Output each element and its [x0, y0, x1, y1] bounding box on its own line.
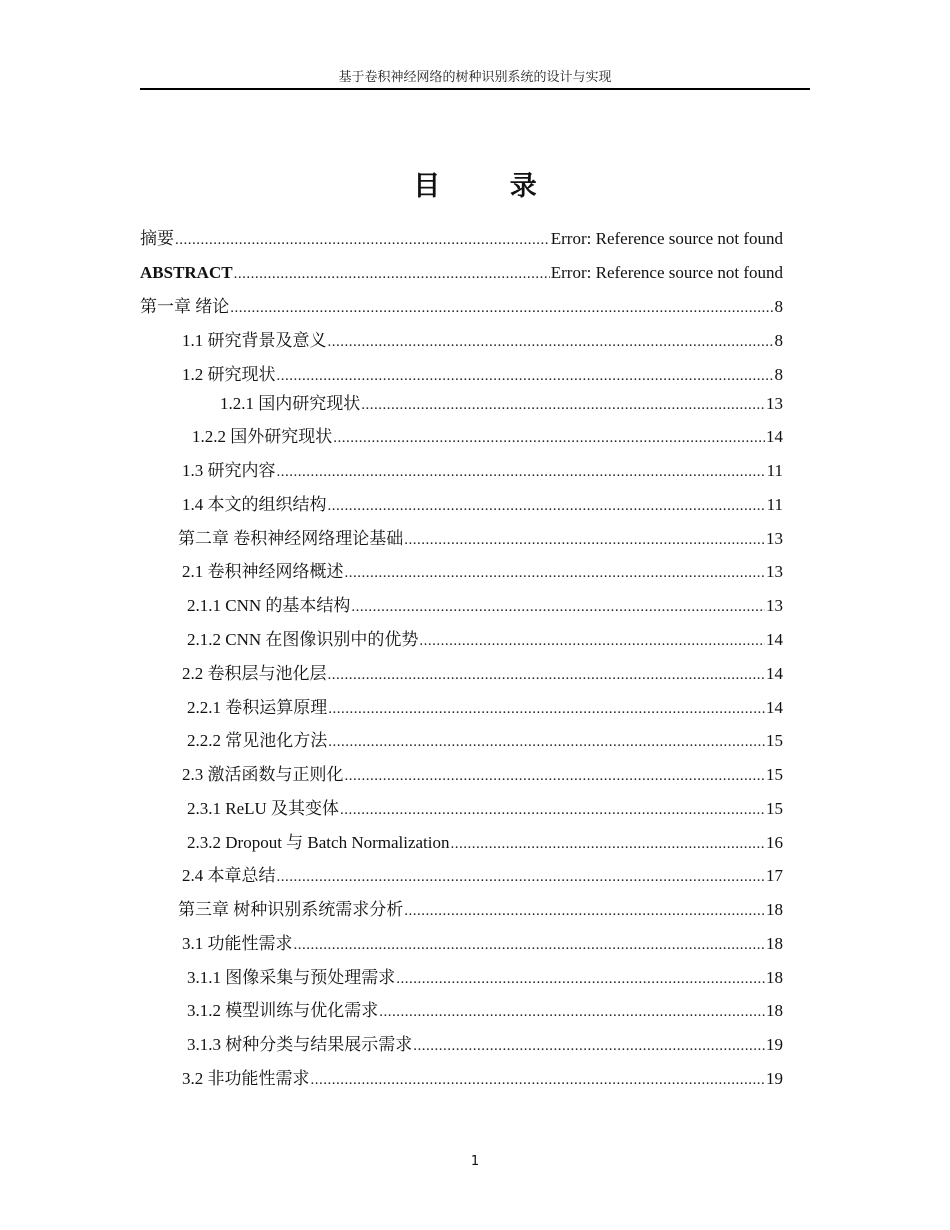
toc-entry-label: 2.1 卷积神经网络概述 — [182, 562, 344, 581]
toc-entry[interactable] — [182, 461, 783, 482]
toc-leader-dots — [361, 395, 765, 415]
toc-entry-label: 3.1.3 树种分类与结果展示需求 — [187, 1035, 413, 1054]
toc-entry-label: 1.2 研究现状 — [182, 365, 276, 384]
toc-leader-dots — [340, 800, 765, 820]
toc-entry-label: ABSTRACT — [140, 263, 233, 282]
toc-entry-label: 3.2 非功能性需求 — [182, 1069, 310, 1088]
toc-entry[interactable] — [182, 866, 783, 887]
toc-entry-page: 15 — [766, 731, 783, 750]
toc-entry-label: 2.3 激活函数与正则化 — [182, 765, 344, 784]
toc-entry[interactable] — [182, 365, 783, 386]
toc-leader-dots — [404, 901, 765, 921]
toc-entry-page: 8 — [774, 297, 783, 316]
toc-entry[interactable] — [187, 799, 783, 820]
toc-entry-label: 2.3.1 ReLU 及其变体 — [187, 799, 340, 818]
toc-entry-label: 2.3.2 Dropout 与 Batch Normalization — [187, 833, 450, 852]
toc-leader-dots — [404, 530, 765, 550]
toc-leader-dots — [396, 969, 765, 989]
toc-entry[interactable] — [182, 562, 783, 583]
toc-leader-dots — [351, 597, 765, 617]
toc-leader-dots — [230, 298, 773, 318]
toc-leader-dots — [328, 732, 765, 752]
toc-entry[interactable] — [182, 664, 783, 685]
toc-entry-label: 2.2.1 卷积运算原理 — [187, 698, 328, 717]
toc-leader-dots — [345, 563, 766, 583]
toc-entry-label: 摘要 — [140, 229, 174, 248]
toc-entry-label: 1.1 研究背景及意义 — [182, 331, 327, 350]
toc-entry-page: 15 — [766, 799, 783, 818]
toc-leader-dots — [333, 428, 765, 448]
toc-entry-label: 3.1.2 模型训练与优化需求 — [187, 1001, 379, 1020]
toc-entry[interactable] — [187, 731, 783, 752]
toc-leader-dots — [328, 496, 766, 516]
toc-entry-page: 18 — [766, 1001, 783, 1020]
toc-entry-page: 13 — [766, 562, 783, 581]
toc-entry-page: 19 — [766, 1035, 783, 1054]
toc-entry-page: 18 — [766, 900, 783, 919]
toc-entry[interactable] — [192, 427, 783, 448]
toc-entry-label: 1.3 研究内容 — [182, 461, 276, 480]
toc-leader-dots — [328, 332, 774, 352]
toc-leader-dots — [328, 699, 765, 719]
toc-entry[interactable] — [140, 229, 783, 250]
toc-entry[interactable] — [182, 495, 783, 516]
toc-entry[interactable] — [187, 698, 783, 719]
toc-entry-label: 1.2.2 国外研究现状 — [192, 427, 333, 446]
toc-entry-label: 2.2 卷积层与池化层 — [182, 664, 327, 683]
toc-entry-label: 第一章 绪论 — [140, 297, 230, 316]
toc-leader-dots — [379, 1002, 765, 1022]
toc-leader-dots — [328, 665, 766, 685]
toc-entry-page: 19 — [766, 1069, 783, 1088]
toc-entry[interactable] — [178, 529, 783, 550]
toc-entry-page: 16 — [766, 833, 783, 852]
toc-entry-page: 14 — [766, 664, 783, 683]
toc-leader-dots — [234, 264, 550, 284]
toc-entry-page: 11 — [766, 495, 783, 514]
toc-entry[interactable] — [187, 630, 783, 651]
toc-leader-dots — [345, 766, 766, 786]
toc-entry-page: 15 — [766, 765, 783, 784]
toc-entry-label: 第三章 树种识别系统需求分析 — [178, 900, 404, 919]
toc-entry[interactable] — [182, 765, 783, 786]
toc-entry[interactable] — [182, 331, 783, 352]
toc-entry-page: 11 — [766, 461, 783, 480]
toc-entry-page: 8 — [774, 331, 783, 350]
toc-entry-page: 14 — [766, 427, 783, 446]
toc-entry-page: Error: Reference source not found — [550, 229, 783, 248]
toc-entry[interactable] — [187, 1035, 783, 1056]
toc-title: 目 录 — [413, 171, 567, 202]
toc-entry-label: 2.1.2 CNN 在图像识别中的优势 — [187, 630, 419, 649]
toc-leader-dots — [413, 1036, 765, 1056]
toc-entry[interactable] — [182, 934, 783, 955]
toc-entry-page: 18 — [766, 968, 783, 987]
toc-entry-page: 13 — [766, 529, 783, 548]
toc-entry-label: 3.1 功能性需求 — [182, 934, 293, 953]
toc-entry[interactable] — [140, 263, 783, 284]
toc-leader-dots — [451, 834, 765, 854]
toc-entry-page: 18 — [766, 934, 783, 953]
toc-entry-page: 13 — [766, 596, 783, 615]
toc-entry-page: 13 — [766, 394, 783, 413]
toc-entry-label: 2.1.1 CNN 的基本结构 — [187, 596, 351, 615]
page-number: 1 — [470, 1154, 480, 1169]
toc-leader-dots — [311, 1070, 766, 1090]
toc-entry[interactable] — [182, 1069, 783, 1090]
toc-entry-label: 2.4 本章总结 — [182, 866, 276, 885]
toc-entry[interactable] — [187, 596, 783, 617]
toc-entry[interactable] — [187, 1001, 783, 1022]
toc-leader-dots — [294, 935, 766, 955]
toc-leader-dots — [277, 867, 766, 887]
toc-entry[interactable] — [140, 297, 783, 318]
toc-entry-page: 14 — [766, 698, 783, 717]
running-header: 基于卷积神经网络的树种识别系统的设计与实现 — [338, 70, 612, 85]
toc-entry-page: Error: Reference source not found — [550, 263, 783, 282]
toc-entry-label: 1.2.1 国内研究现状 — [220, 394, 361, 413]
toc-entry-label: 第二章 卷积神经网络理论基础 — [178, 529, 404, 548]
toc-leader-dots — [419, 631, 765, 651]
toc-entry-label: 1.4 本文的组织结构 — [182, 495, 327, 514]
toc-entry-page: 8 — [774, 365, 783, 384]
toc-entry[interactable] — [187, 968, 783, 989]
toc-leader-dots — [277, 462, 766, 482]
toc-entry[interactable] — [220, 394, 783, 415]
toc-entry[interactable] — [187, 833, 783, 854]
toc-leader-dots — [277, 366, 774, 386]
toc-entry-label: 3.1.1 图像采集与预处理需求 — [187, 968, 396, 987]
toc-entry[interactable] — [178, 900, 783, 921]
toc-entry-page: 17 — [766, 866, 783, 885]
toc-leader-dots — [175, 230, 550, 250]
toc-entry-label: 2.2.2 常见池化方法 — [187, 731, 328, 750]
toc-entry-page: 14 — [766, 630, 783, 649]
